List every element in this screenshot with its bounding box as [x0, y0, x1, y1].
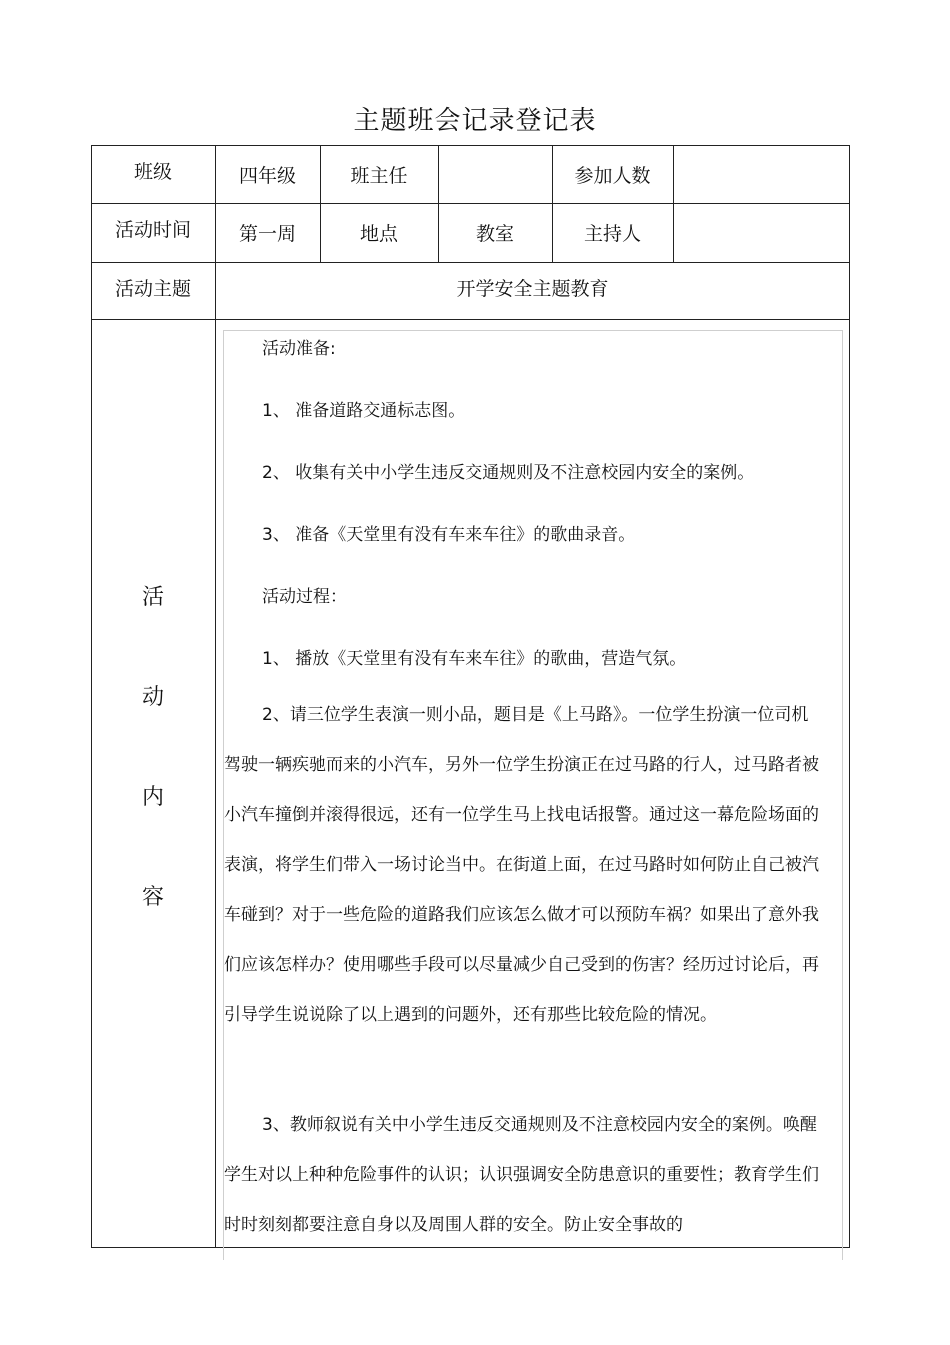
activity-time-label: 活动时间: [114, 218, 191, 241]
content-side-label-1: 活: [141, 585, 164, 610]
prep-item-1: 1、 准备道路交通标志图。: [262, 401, 466, 421]
prep-item-2: 2、 收集有关中小学生违反交通规则及不注意校园内安全的案例。: [262, 463, 755, 483]
host-value: [673, 203, 850, 262]
process-item-3: 3、教师叙说有关中小学生违反交通规则及不注意校园内安全的案例。唤醒学生对以上种种危险事件的认识；认识强调安全防患意识的重要性；教育学生们时时刻刻都要注意自身以及周围人群的安全。防止安全事故的: [224, 1115, 819, 1235]
activity-theme-label: 活动主题: [114, 277, 191, 300]
process-item-1: 1、 播放《天堂里有没有车来车往》的歌曲，营造气氛。: [262, 649, 687, 669]
teacher-label: 班主任: [350, 164, 408, 187]
row-divider: [91, 319, 850, 320]
teacher-value: [438, 145, 552, 203]
prep-heading: 活动准备:: [262, 339, 336, 359]
activity-time-value: 第一周: [238, 223, 296, 245]
participant-count-value: [673, 145, 850, 203]
page-title: 主题班会记录登记表: [353, 106, 597, 136]
place-value: 教室: [475, 223, 514, 245]
process-heading: 活动过程：: [262, 587, 347, 607]
process-item-2: 2、请三位学生表演一则小品，题目是《上马路》。一位学生扮演一位司机驾驶一辆疾驰而来的小汽车，另外一位学生扮演正在过马路的行人，过马路者被小汽车撞倒并滚得很远，还有一位学生马上找电话报警。通过这一幕危险场面的表演，将学生们带入一场讨论当中。在街道上面，在过马路时如何防止自己被汽车碰到？对于一些危险的道路我们应该怎么做才可以预防车祸？如果出了意外我们应该怎样办？使用哪些手段可以尽量减少自己受到的伤害？经历过讨论后，再引导学生说说除了以上遇到的问题外，还有那些比较危险的情况。: [224, 705, 819, 1025]
content-side-label-4: 容: [141, 885, 164, 910]
prep-item-3: 3、 准备《天堂里有没有车来车往》的歌曲录音。: [262, 525, 636, 545]
content-side-label-3: 内: [141, 785, 164, 810]
class-value: 四年级: [238, 164, 296, 187]
class-label: 班级: [133, 160, 172, 183]
host-label: 主持人: [583, 223, 641, 245]
activity-theme-value: 开学安全主题教育: [456, 277, 609, 300]
place-label: 地点: [359, 223, 398, 245]
participant-count-label: 参加人数: [574, 164, 651, 187]
content-side-label-2: 动: [141, 685, 164, 710]
